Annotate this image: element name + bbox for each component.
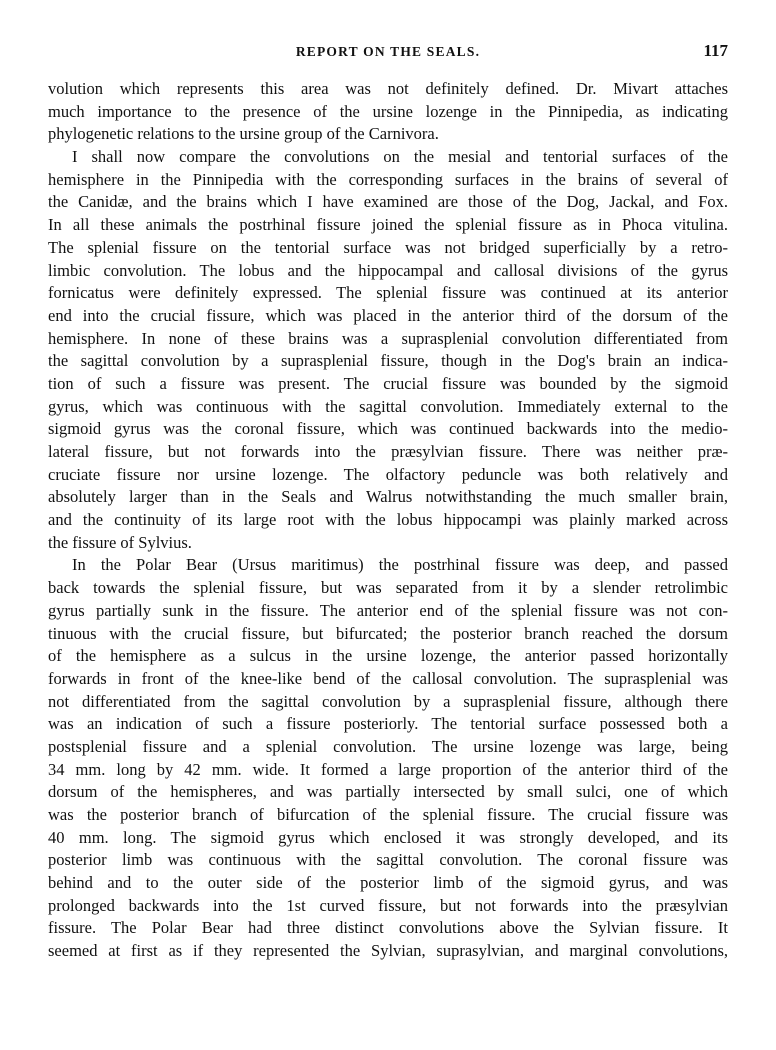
text-line: back towards the splenial fissure, but was separated from it by a slender retrolimbic: [48, 578, 728, 598]
text-line: The splenial fissure on the tentorial surface was not bridged superficially by a retro-: [48, 237, 728, 257]
text-line: the sagittal convolution by a suprasplenial fissure, though in the Dog's brain an indica-: [48, 351, 728, 371]
text-line: 34 mm. long by 42 mm. wide. It formed a large proportion of the anterior third of the: [48, 759, 728, 779]
text-line: the fissure of Sylvius.: [48, 532, 192, 552]
text-line: much importance to the presence of the ursine lozenge in the Pinnipedia, as indicating: [48, 101, 728, 121]
text-line: absolutely larger than in the Seals and Walrus notwithstanding the much smaller brain,: [48, 487, 728, 507]
text-line: behind and to the outer side of the posterior limb of the sigmoid gyrus, and was: [48, 873, 728, 893]
text-line: lateral fissure, but not forwards into the præsylvian fissure. There was neither præ-: [48, 442, 728, 461]
text-line: postsplenial fissure and a splenial convolution. The ursine lozenge was large, being: [48, 736, 728, 756]
page-number: 117: [703, 41, 728, 60]
text-line: hemisphere. In none of these brains was a suprasplenial convolution differentiated from: [48, 328, 728, 348]
text-line: tinuous with the crucial fissure, but bifurcated; the posterior branch reached the dorsum: [48, 623, 728, 643]
text-line: fornicatus were definitely expressed. The splenial fissure was continued at its anterior: [48, 283, 728, 303]
text-line: gyrus partially sunk in the fissure. The anterior end of the splenial fissure was not con-: [48, 600, 728, 620]
text-line: posterior limb was continuous with the sagittal convolution. The coronal fissure was: [48, 850, 728, 870]
text-line: I shall now compare the convolutions on the mesial and tentorial surfaces of the: [72, 147, 728, 167]
text-line: not differentiated from the sagittal convolution by a suprasplenial fissure, although there: [48, 691, 728, 711]
text-line: volution which represents this area was not definitely defined. Dr. Mivart attaches: [48, 79, 728, 98]
text-line: seemed at first as if they represented the Sylvian, suprasylvian, and marginal convolutions,: [48, 941, 728, 961]
page-header: [48, 36, 728, 68]
text-line: end into the crucial fissure, which was placed in the anterior third of the dorsum of the: [48, 305, 728, 325]
text-line: 40 mm. long. The sigmoid gyrus which enclosed it was strongly developed, and its: [48, 827, 728, 847]
text-line: cruciate fissure nor ursine lozenge. The olfactory peduncle was both relatively and: [48, 464, 728, 484]
text-line: In all these animals the postrhinal fissure joined the splenial fissure as in Phoca vitulina.: [48, 215, 728, 235]
body-text: [48, 78, 728, 963]
text-line: fissure. The Polar Bear had three distinct convolutions above the Sylvian fissure. It: [48, 918, 728, 938]
document-page: [48, 36, 728, 963]
text-line: gyrus, which was continuous with the sagittal convolution. Immediately external to the: [48, 396, 728, 416]
text-line: In the Polar Bear (Ursus maritimus) the postrhinal fissure was deep, and passed: [72, 555, 728, 575]
text-line: forwards in front of the knee-like bend of the callosal convolution. The suprasplenial was: [48, 668, 728, 688]
text-line: of the hemisphere as a sulcus in the ursine lozenge, the anterior passed horizontally: [48, 646, 728, 666]
text-line: limbic convolution. The lobus and the hippocampal and callosal divisions of the gyrus: [48, 260, 728, 280]
text-line: and the continuity of its large root with the lobus hippocampi was plainly marked across: [48, 510, 728, 530]
running-head: REPORT ON THE SEALS.: [295, 44, 481, 59]
text-line: was the posterior branch of bifurcation of the splenial fissure. The crucial fissure was: [48, 805, 728, 824]
text-line: hemisphere in the Pinnipedia with the corresponding surfaces in the brains of several of: [48, 169, 728, 189]
text-line: tion of such a fissure was present. The crucial fissure was bounded by the sigmoid: [48, 373, 728, 393]
text-line: dorsum of the hemispheres, and was partially intersected by small sulci, one of which: [48, 782, 728, 802]
text-line: sigmoid gyrus was the coronal fissure, which was continued backwards into the medio-: [48, 419, 728, 439]
text-line: phylogenetic relations to the ursine group of the Carnivora.: [48, 124, 439, 144]
text-line: the Canidæ, and the brains which I have examined are those of the Dog, Jackal, and Fox.: [48, 192, 728, 212]
text-line: was an indication of such a fissure posteriorly. The tentorial surface possessed both a: [48, 714, 728, 734]
text-line: prolonged backwards into the 1st curved fissure, but not forwards into the præsylvian: [48, 895, 728, 915]
